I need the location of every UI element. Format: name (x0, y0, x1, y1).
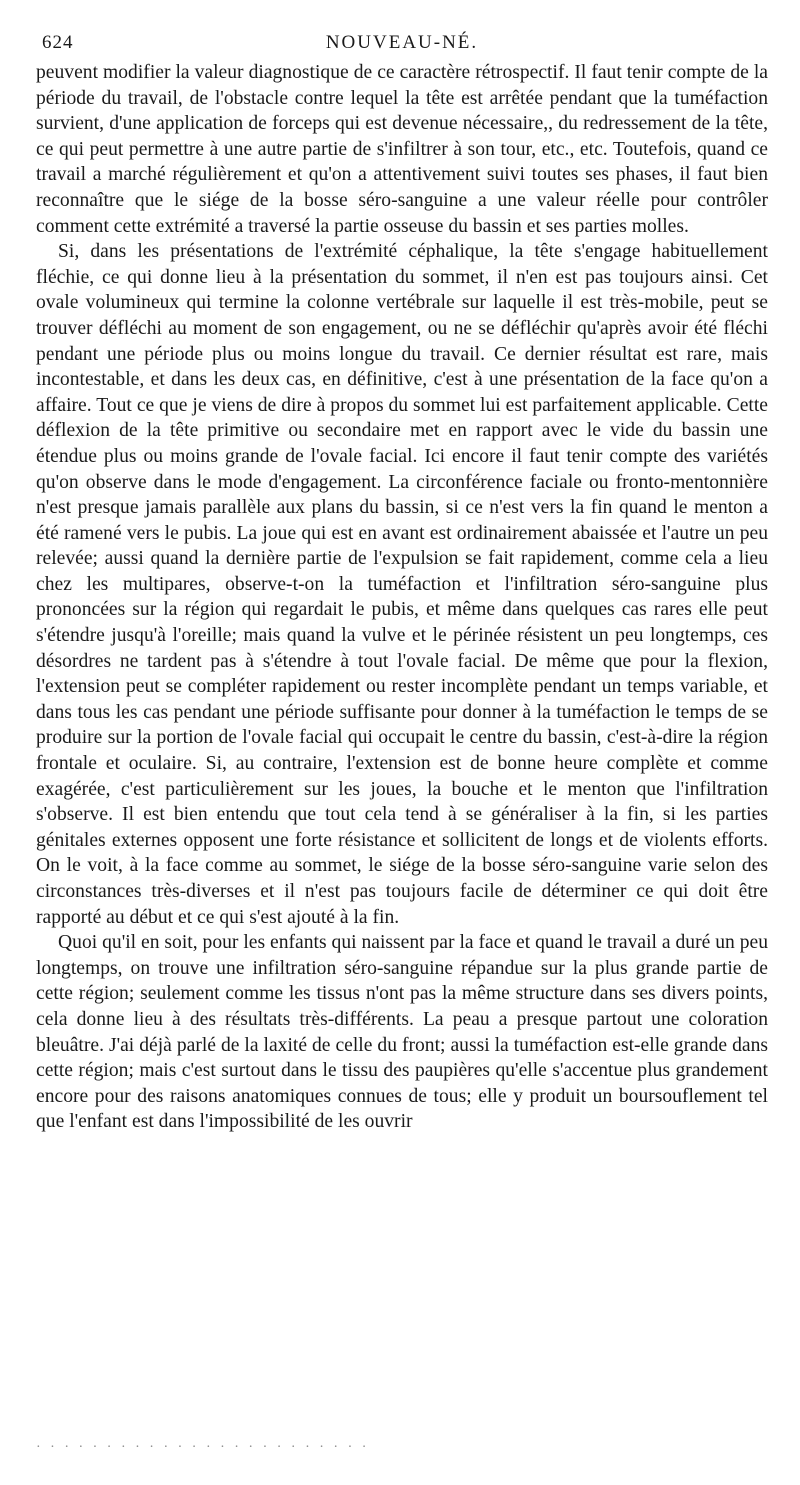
book-page (36, 26, 768, 1135)
running-head (36, 26, 768, 60)
paragraph-1: peuvent modifier la valeur diagnostique de ce caractère rétrospectif. Il faut tenir compte de la période du travail, de l'obstacle contre lequel la tête est arrêtée pendant que la tuméfaction survient, d'une application de forceps qui est devenue nécessaire,, du redressement de la tête, ce qui peut permettre à une autre partie de s'infiltrer à son tour, etc., etc. Toutefois, quand ce travail a marché régulièrement et qu'on a attentivement suivi toutes ses phases, il faut bien reconnaître que le siége de la bosse séro-sanguine a une valeur réelle pour contrôler comment cette extrémité a traversé la partie osseuse du bassin et ses parties molles. (36, 62, 768, 237)
page-bottom-specks: · · · · · · · · · · · · · · · · · · · · · · · · (36, 1440, 370, 1455)
running-title: NOUVEAU-NÉ. (325, 32, 479, 53)
paragraph-3: Quoi qu'il en soit, pour les enfants qui naissent par la face et quand le travail a duré un peu longtemps, on trouve une infiltration séro-sanguine répandue sur la plus grande partie de cette région; seulement comme les tissus n'ont pas la même structure dans ses divers points, cela donne lieu à des résultats très-différents. La peau a presque partout une coloration bleuâtre. J'ai déjà parlé de la laxité de celle du front; aussi la tuméfaction est-elle grande dans cette région; mais c'est surtout dans le tissu des paupières qu'elle s'accentue plus grandement encore pour des raisons anatomiques connues de tous; elle y produit un boursouflement tel que l'enfant est dans l'impossibilité de les ouvrir (36, 932, 768, 1133)
body-text (36, 60, 768, 1135)
page-number: 624 (42, 32, 74, 53)
paragraph-2: Si, dans les présentations de l'extrémité céphalique, la tête s'engage habituellement fléchie, ce qui donne lieu à la présentation du sommet, il n'en est pas toujours ainsi. Cet ovale volumineux qui termine la colonne vertébrale sur laquelle il est très-mobile, peut se trouver défléchi au moment de son engagement, ou ne se défléchir qu'après avoir été fléchi pendant une période plus ou moins longue du travail. Ce dernier résultat est rare, mais incontestable, et dans les deux cas, en définitive, c'est à une présentation de la face qu'on a affaire. Tout ce que je viens de dire à propos du sommet lui est parfaitement applicable. Cette déflexion de la tête primitive ou secondaire met en rapport avec le vide du bassin une étendue plus ou moins grande de l'ovale facial. Ici encore il faut tenir compte des variétés qu'on observe dans le mode d'engagement. La circonférence faciale ou fronto-mentonnière n'est presque jamais parallèle aux plans du bassin, si ce n'est vers la fin quand le menton a été ramené vers le pubis. La joue qui est en avant est ordinairement abaissée et l'autre un peu relevée; aussi quand la dernière partie de l'expulsion se fait rapidement, comme cela a lieu chez les multipares, observe-t-on la tuméfaction et l'infiltration séro-sanguine plus prononcées sur la région qui regardait le pubis, et même dans quelques cas rares elle peut s'étendre jusqu'à l'oreille; mais quand la vulve et le périnée résistent un peu longtemps, ces désordres ne tardent pas à s'étendre à tout l'ovale facial. De même que pour la flexion, l'extension peut se compléter rapidement ou rester incomplète pendant un temps variable, et dans tous les cas pendant une période suffisante pour donner à la tuméfaction le temps de se produire sur la portion de l'ovale facial qui occupait le centre du bassin, c'est-à-dire la région frontale et oculaire. Si, au contraire, l'extension est de bonne heure complète et comme exagérée, c'est particulièrement sur les joues, la bouche et le menton que l'infiltration s'observe. Il est bien entendu que tout cela tend à se généraliser à la fin, si les parties génitales externes opposent une forte résistance et sollicitent de longs et de violents efforts. On le voit, à la face comme au sommet, le siége de la bosse séro-sanguine varie selon des circonstances très-diverses et il n'est pas toujours facile de déterminer ce qui doit être rapporté au début et ce qui s'est ajouté à la fin. (36, 241, 768, 928)
